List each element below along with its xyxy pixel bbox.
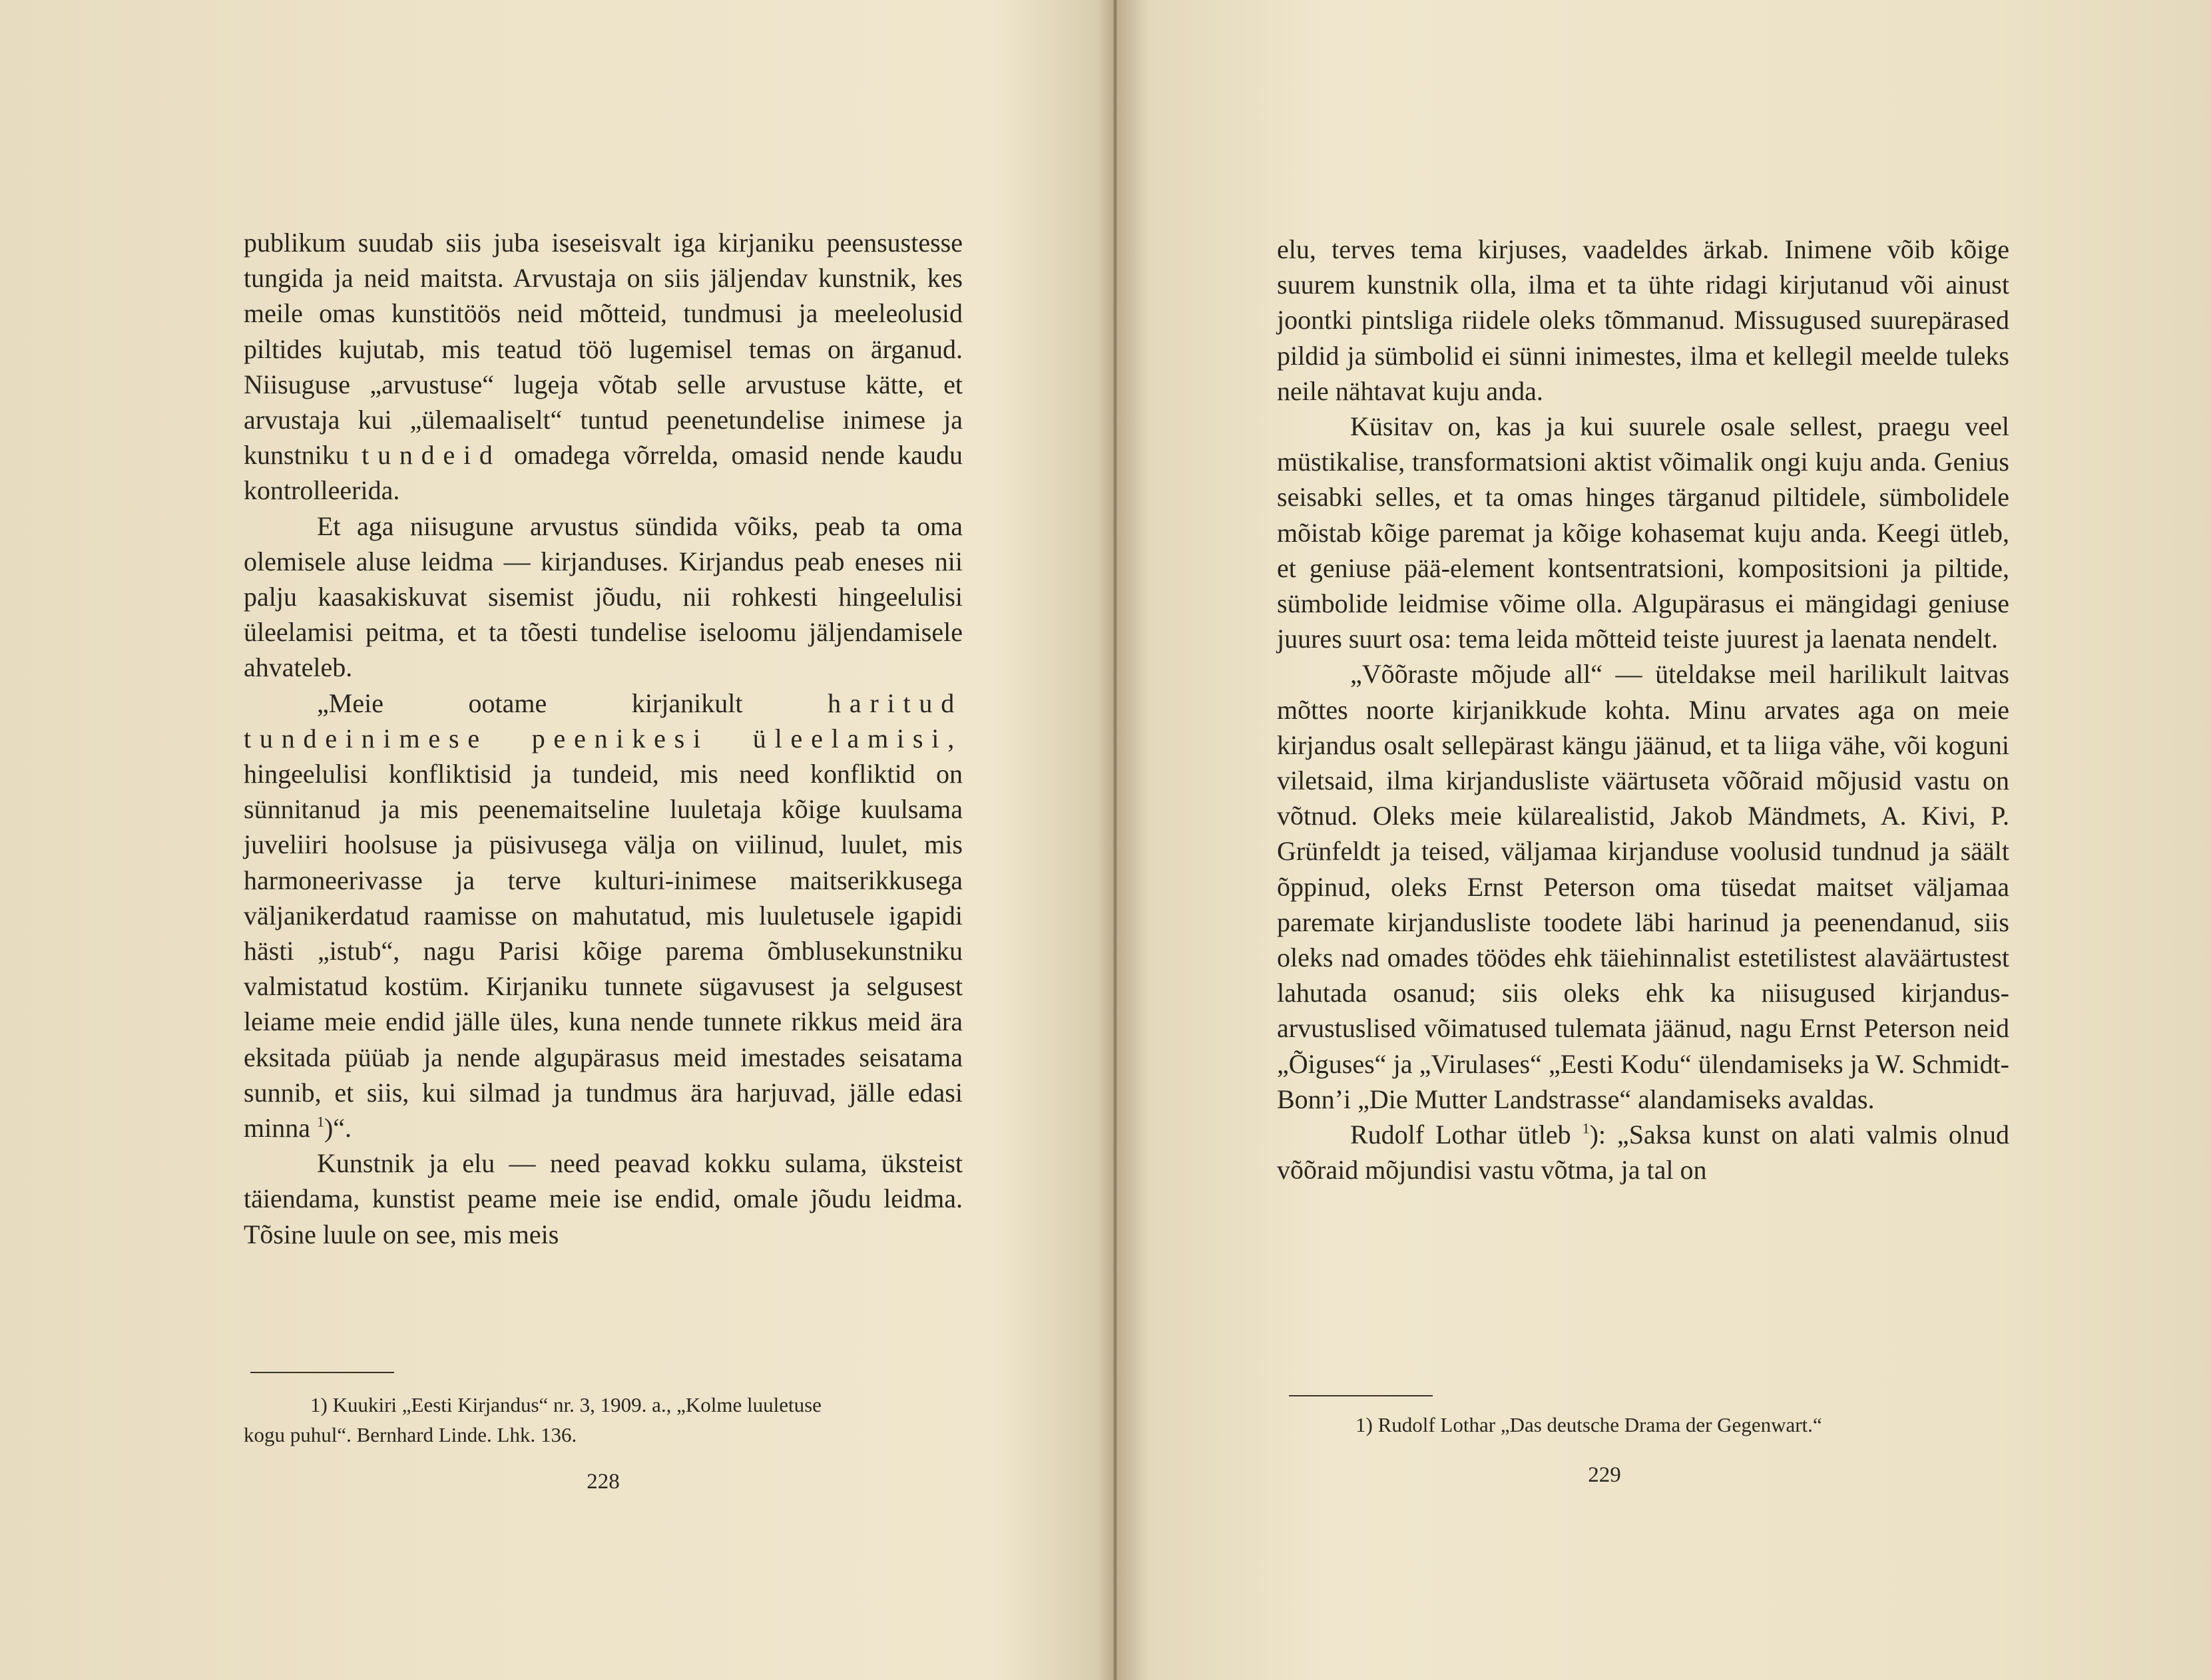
paragraph-4: Kunstnik ja elu — need peavad kokku sulama, üksteist täiendama, kunstist peame meie ise endid, omale jõudu leidma. Tõsine luule on see, mis meis bbox=[244, 1148, 963, 1249]
footnote bbox=[244, 1390, 969, 1450]
footnote-marker: 1 bbox=[316, 1113, 324, 1130]
page-number: 229 bbox=[1588, 1463, 1621, 1487]
left-page-body bbox=[244, 225, 963, 1252]
page-number: 228 bbox=[587, 1470, 620, 1494]
paragraph-text: omadega võrrelda, omasid nende kaudu kontrolleerida. bbox=[244, 440, 963, 506]
paragraph-text: „Meie ootame kirjanikult bbox=[317, 688, 743, 718]
footnote-rule bbox=[250, 1372, 394, 1373]
paragraph-3: „Võõraste mõjude all“ — üteldakse meil harilikult laitvas mõttes noorte kirjanikkude kohta. Minu arvates aga on meie kirjandus osalt sellepärast kängu jäänud, et ta liiga vähe, või koguni viletsaid, ilma kirjandusliste väärtuseta võõraid mõjusid vastu on võtnud. Oleks meie külarealistid, Jakob Mändmets, A. Kivi, P. Grünfeldt ja teised, väljamaa kirjanduse voolusid tundnud ja säält õppinud, oleks Ernst Peterson oma tüsedat maitset väljamaa paremate kirjandusliste toodete läbi harinud ja peenendanud, siis oleks nad omades töödes ehk täiehinnalist estetilistest alaväärtustest lahutada osanud; siis oleks ehk ka niisugused kirjandus-arvustuslised võimatused tulemata jäänud, nagu Ernst Peterson neid „Õiguses“ ja „Virulases“ „Eesti Kodu“ ülendamiseks ja W. Schmidt-Bonn’i „Die Mutter Landstrasse“ alandamiseks avaldas. bbox=[1277, 659, 2009, 1114]
footnote-text: kogu puhul“. Bernhard Linde. Lhk. 136. bbox=[244, 1423, 577, 1446]
footnote-text: 1) Kuukiri „Eesti Kirjandus“ nr. 3, 1909. a., „Kolme luuletuse bbox=[310, 1393, 822, 1416]
paragraph-text: ): „Saksa kunst on alati valmis olnud võõraid mõjundisi vastu võtma, ja tal on bbox=[1277, 1120, 2010, 1185]
footnote-marker: 1 bbox=[1582, 1120, 1590, 1137]
paragraph-1 bbox=[244, 225, 963, 509]
paragraph-2: Küsitav on, kas ja kui suurele osale sellest, praegu veel müstikalise, transformatsioni aktist võimalik ongi kuju anda. Genius seisabki selles, et ta omas hinges tärganud piltidele, sümbolidele mõistab kõige paremat ja kõige kohasemat kuju anda. Keegi ütleb, et geniuse pää-element kontsentratsioni, kompositsioni ja piltide, sümbolide leidmise võime olla. Algupärasus ei mängidagi geniuse juures suurt osa: tema leida mõtteid teiste juurest ja laenata nendelt. bbox=[1277, 411, 2009, 654]
footnote-line bbox=[244, 1390, 969, 1420]
emphasized-text: haritud tundeinimese peenikesi üleelamisi, bbox=[244, 688, 963, 753]
footnote-rule bbox=[1289, 1395, 1433, 1396]
paragraph-text: )“. bbox=[324, 1113, 352, 1144]
right-page-body bbox=[1277, 232, 2009, 1187]
paragraph-text: hingeelulisi konfliktisid ja tundeid, mis need konfliktid on sünnitanud ja mis peenemaitseline luuletaja kõige kuulsama juveliiri hoolsuse ja püsivusega välja on viilinud, luulet, mis harmoneerivasse ja terve kulturi-inimese maitserikkusega väljanikerdatud raamisse on mahutatud, mis luuletusele igapidi hästi „istub“, nagu Parisi kõige parema õmblusekunstniku valmistatud kostüm. Kirjaniku tunnete sügavusest ja selgusest leiame meie endid jälle üles, kuna nende tunnete rikkus meid ära eksitada püüab ja nende algupärasus meid imestades seisatama sunnib, et siis, kui silmad ja tundmus ära harjuvad, jälle edasi minna bbox=[244, 759, 963, 1144]
emphasized-text: tundeid bbox=[362, 440, 501, 471]
right-page bbox=[1117, 0, 2211, 1680]
paragraph-4 bbox=[1277, 1117, 2009, 1187]
paragraph-text: publikum suudab siis juba iseseisvalt iga kirjaniku peensustesse tungida ja neid maitsta. Arvustaja on siis jäljendav kunstnik, kes meile omas kunstitöös neid mõtteid, tundmusi ja meeleolusid piltides kujutab, mis teatud töö lugemisel temas on ärganud. Niisuguse „arvustuse“ lugeja võtab selle arvustuse kätte, et arvustaja kui „ülemaaliselt“ tuntud peenetundelise inimese ja kunstniku bbox=[244, 228, 963, 471]
footnote bbox=[1289, 1410, 2021, 1440]
footnote-text: 1) Rudolf Lothar „Das deutsche Drama der Gegenwart.“ bbox=[1355, 1413, 1822, 1436]
paragraph-1: elu, terves tema kirjuses, vaadeldes ärkab. Inimene võib kõige suurem kunstnik olla, ilma et ta ühte ridagi kirjutanud või ainust joontki pintsliga riidele oleks tõmmanud. Missugused suurepärased pildid ja sümbolid ei sünni inimestes, ilma et kellegil meelde tuleks neile nähtavat kuju anda. bbox=[1277, 234, 2009, 406]
paragraph-text: Rudolf Lothar ütleb bbox=[1350, 1120, 1571, 1150]
paragraph-2: Et aga niisugune arvustus sündida võiks, peab ta oma olemisele aluse leidma — kirjanduses. Kirjandus peab eneses nii palju kaasakiskuvat sisemist jõudu, nii rohkesti hingeelulisi üleelamisi peitma, et ta tõesti tundelise iseloomu jäljendamisele ahvateleb. bbox=[244, 511, 963, 683]
paragraph-3 bbox=[244, 686, 963, 1146]
